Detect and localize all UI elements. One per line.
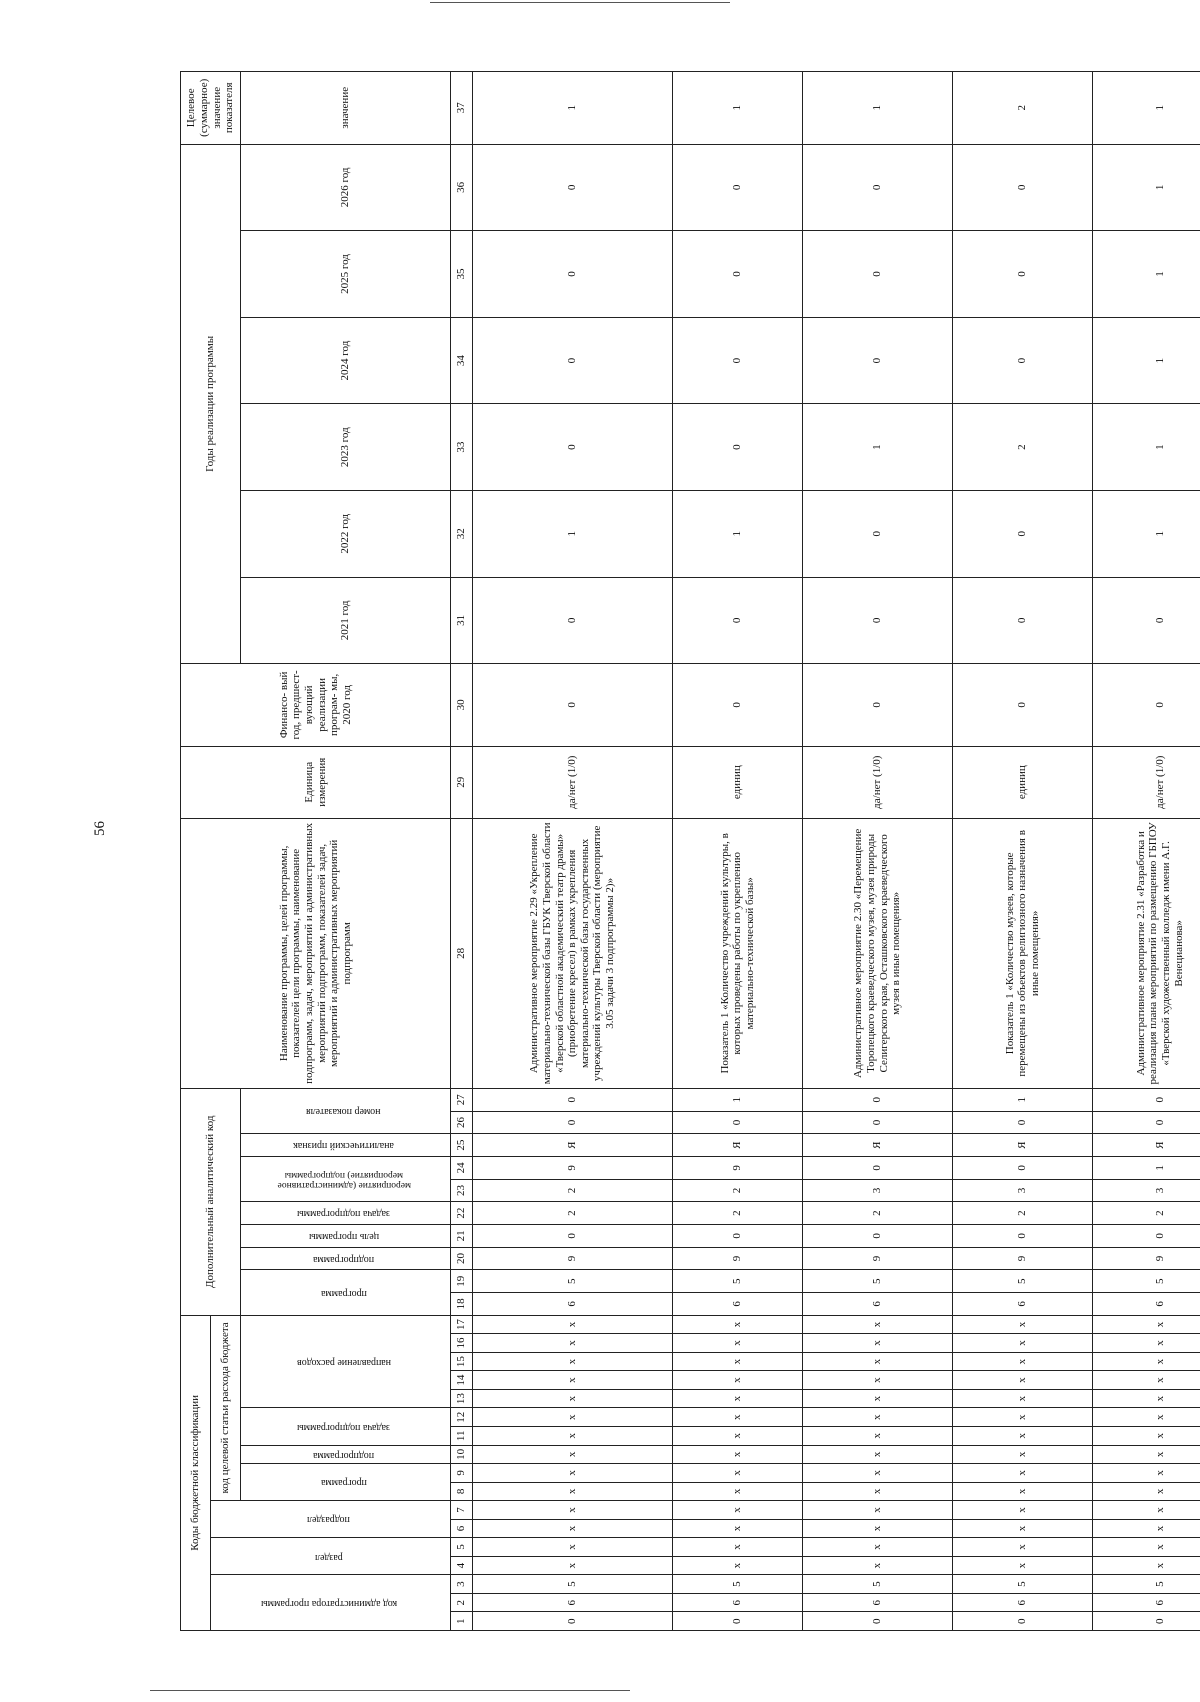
code-cell: х <box>1093 1501 1200 1520</box>
code-cell: х <box>1093 1334 1200 1353</box>
value-cell: 0 <box>1093 577 1200 664</box>
hdr-y2024: 2024 год <box>241 317 451 404</box>
table-row <box>803 72 953 1631</box>
code-cell: 5 <box>473 1575 673 1594</box>
hdr-indicator-number: номер показателя <box>306 1106 381 1118</box>
code-cell: х <box>953 1371 1093 1390</box>
column-number: 10 <box>451 1445 473 1464</box>
column-number: 24 <box>451 1156 473 1179</box>
code-cell: х <box>953 1352 1093 1371</box>
value-cell: 1 <box>1093 144 1200 231</box>
value-cell: 0 <box>953 231 1093 318</box>
hdr-subprogram-task2: задача подпрограммы <box>297 1208 391 1220</box>
column-number: 21 <box>451 1225 473 1248</box>
code-cell: 0 <box>473 1612 673 1631</box>
code-cell: Я <box>953 1134 1093 1157</box>
hdr-subprogram-task-cell <box>241 1408 451 1445</box>
code-cell: 1 <box>953 1088 1093 1111</box>
hdr-program-goal: цель программы <box>308 1231 379 1243</box>
column-number: 37 <box>451 72 473 145</box>
code-cell: х <box>803 1538 953 1557</box>
code-cell: 5 <box>803 1575 953 1594</box>
row-name: Административное мероприятие 2.31 «Разработка и реализация плана мероприятий по размещению ГБПОУ «Тверской художественный колледж имени А.Г. Венецианова» <box>1093 818 1200 1088</box>
value-cell: 2 <box>953 404 1093 491</box>
hdr-target-value: значение <box>241 72 451 145</box>
code-cell: 0 <box>1093 1225 1200 1248</box>
code-cell: 6 <box>673 1293 803 1316</box>
value-cell: 0 <box>803 317 953 404</box>
code-cell: х <box>473 1501 673 1520</box>
code-cell: х <box>473 1371 673 1390</box>
column-number: 11 <box>451 1426 473 1445</box>
code-cell: х <box>953 1556 1093 1575</box>
value-cell: 0 <box>673 404 803 491</box>
rotated-table-container <box>180 71 1185 1631</box>
column-number: 29 <box>451 746 473 818</box>
hdr-analytic-sign: аналитический признак <box>293 1140 395 1152</box>
hdr-subprogram-cell <box>241 1445 451 1464</box>
hdr-section-cell <box>211 1538 451 1575</box>
code-cell: 0 <box>673 1612 803 1631</box>
column-number: 35 <box>451 231 473 318</box>
hdr-y2023: 2023 год <box>241 404 451 491</box>
value-cell: 1 <box>473 490 673 577</box>
hdr-add-program: программа <box>320 1287 367 1299</box>
table-row <box>673 72 803 1631</box>
hdr-program-goal-cell <box>241 1225 451 1248</box>
table-row <box>1093 72 1200 1631</box>
code-cell: 5 <box>803 1270 953 1293</box>
column-number: 22 <box>451 1202 473 1225</box>
code-cell: 0 <box>673 1225 803 1248</box>
code-cell: х <box>953 1315 1093 1334</box>
code-cell: х <box>473 1334 673 1353</box>
code-cell: х <box>953 1482 1093 1501</box>
table-body <box>473 72 1200 1631</box>
column-number: 1 <box>451 1612 473 1631</box>
code-cell: х <box>803 1426 953 1445</box>
value-cell: 0 <box>473 664 673 746</box>
code-cell: х <box>953 1501 1093 1520</box>
row-unit: единиц <box>953 746 1093 818</box>
column-number-row <box>451 72 473 1631</box>
code-cell: х <box>953 1389 1093 1408</box>
code-cell: 0 <box>803 1225 953 1248</box>
column-number: 18 <box>451 1293 473 1316</box>
value-cell: 1 <box>1093 231 1200 318</box>
hdr-add-program-cell <box>241 1270 451 1315</box>
column-number: 6 <box>451 1519 473 1538</box>
hdr-y2022: 2022 год <box>241 490 451 577</box>
code-cell: 3 <box>953 1179 1093 1202</box>
column-number: 2 <box>451 1593 473 1612</box>
code-cell: х <box>473 1389 673 1408</box>
code-cell: х <box>1093 1556 1200 1575</box>
code-cell: 0 <box>953 1225 1093 1248</box>
column-number: 12 <box>451 1408 473 1427</box>
column-number: 16 <box>451 1334 473 1353</box>
code-cell: х <box>1093 1389 1200 1408</box>
hdr-fin-year: Финансо- вый год, предшест- вующий реализации програм- мы, 2020 год <box>181 664 451 746</box>
code-cell: 6 <box>803 1293 953 1316</box>
value-cell: 1 <box>473 72 673 145</box>
hdr-program-cell <box>241 1464 451 1501</box>
code-cell: 6 <box>803 1593 953 1612</box>
hdr-subsection: подраздел <box>307 1514 351 1526</box>
code-cell: х <box>803 1408 953 1427</box>
column-number: 25 <box>451 1134 473 1157</box>
value-cell: 0 <box>953 317 1093 404</box>
code-cell: х <box>473 1464 673 1483</box>
column-number: 30 <box>451 664 473 746</box>
code-cell: х <box>803 1315 953 1334</box>
code-cell: х <box>803 1371 953 1390</box>
code-cell: 0 <box>1093 1612 1200 1631</box>
column-number: 36 <box>451 144 473 231</box>
hdr-expense-direction-cell <box>241 1315 451 1408</box>
table-row <box>473 72 673 1631</box>
value-cell: 1 <box>803 72 953 145</box>
column-number: 13 <box>451 1389 473 1408</box>
code-cell: х <box>1093 1315 1200 1334</box>
column-number: 15 <box>451 1352 473 1371</box>
code-cell: 2 <box>673 1202 803 1225</box>
hdr-y2021: 2021 год <box>241 577 451 664</box>
code-cell: х <box>673 1482 803 1501</box>
code-cell: х <box>953 1408 1093 1427</box>
code-cell: 2 <box>673 1179 803 1202</box>
code-cell: 0 <box>803 1111 953 1134</box>
code-cell: х <box>473 1538 673 1557</box>
column-number: 14 <box>451 1371 473 1390</box>
code-cell: 5 <box>953 1270 1093 1293</box>
code-cell: 6 <box>473 1293 673 1316</box>
code-cell: 6 <box>953 1293 1093 1316</box>
value-cell: 0 <box>803 664 953 746</box>
value-cell: 1 <box>1093 490 1200 577</box>
column-number: 8 <box>451 1482 473 1501</box>
code-cell: х <box>1093 1371 1200 1390</box>
code-cell: х <box>473 1426 673 1445</box>
code-cell: х <box>473 1352 673 1371</box>
code-cell: х <box>953 1334 1093 1353</box>
column-number: 26 <box>451 1111 473 1134</box>
hdr-indicator-number-cell <box>241 1088 451 1133</box>
code-cell: х <box>673 1426 803 1445</box>
code-cell: х <box>803 1464 953 1483</box>
row-unit: да/нет (1/0) <box>473 746 673 818</box>
code-cell: 5 <box>473 1270 673 1293</box>
code-cell: 5 <box>953 1575 1093 1594</box>
value-cell: 1 <box>803 404 953 491</box>
value-cell: 0 <box>803 144 953 231</box>
column-number: 9 <box>451 1464 473 1483</box>
hdr-add-subprogram-cell <box>241 1247 451 1270</box>
code-cell: х <box>803 1519 953 1538</box>
hdr-admin-code: код администратора программы <box>260 1597 397 1609</box>
code-cell: 3 <box>1093 1179 1200 1202</box>
code-cell: х <box>673 1371 803 1390</box>
value-cell: 0 <box>673 317 803 404</box>
value-cell: 0 <box>473 144 673 231</box>
code-cell: х <box>953 1445 1093 1464</box>
page-number: 56 <box>92 821 108 836</box>
column-number: 31 <box>451 577 473 664</box>
code-cell: х <box>473 1519 673 1538</box>
column-number: 20 <box>451 1247 473 1270</box>
hdr-unit: Единица измерения <box>181 746 451 818</box>
hdr-analytic-sign-cell <box>241 1134 451 1157</box>
value-cell: 0 <box>803 231 953 318</box>
hdr-add-subprogram: подпрограмма <box>313 1253 375 1265</box>
row-name: Показатель 1 «Количество учреждений культуры, в которых проведены работы по укреплению материально-технической базы» <box>673 818 803 1088</box>
hdr-event: мероприятие (административное мероприятие) подпрограммы <box>276 1170 411 1191</box>
code-cell: х <box>473 1315 673 1334</box>
code-cell: 0 <box>953 1111 1093 1134</box>
code-cell: Я <box>673 1134 803 1157</box>
code-cell: х <box>803 1352 953 1371</box>
code-cell: 9 <box>673 1156 803 1179</box>
hdr-admin-code-cell <box>211 1575 451 1631</box>
code-cell: х <box>953 1464 1093 1483</box>
column-number: 34 <box>451 317 473 404</box>
code-cell: 1 <box>1093 1156 1200 1179</box>
value-cell: 0 <box>473 577 673 664</box>
code-cell: х <box>803 1445 953 1464</box>
code-cell: х <box>953 1519 1093 1538</box>
code-cell: 2 <box>803 1202 953 1225</box>
hdr-subprogram: подпрограмма <box>313 1449 375 1461</box>
row-name: Административное мероприятие 2.29 «Укрепление материально-технической базы ГБУК Тверской области «Тверской областной академический театр драмы» (приобретение кресел) в рамках укрепления материально-технической базы государственных учреждений культуры Тверской области (мероприятие 3.05 задачи 3 подпрограммы 2)» <box>473 818 673 1088</box>
row-name: Административное мероприятие 2.30 «Перемещение Торопецкого краеведческого музея, музея природы Селигерского края, Осташковского краеведческого музея в иные помещения» <box>803 818 953 1088</box>
code-cell: 5 <box>673 1575 803 1594</box>
value-cell: 0 <box>953 664 1093 746</box>
code-cell: 0 <box>1093 1111 1200 1134</box>
code-cell: х <box>673 1556 803 1575</box>
code-cell: х <box>473 1408 673 1427</box>
column-number: 17 <box>451 1315 473 1334</box>
code-cell: 0 <box>473 1088 673 1111</box>
hdr-budget-codes: Коды бюджетной классификации <box>181 1315 211 1630</box>
value-cell: 0 <box>803 577 953 664</box>
code-cell: 6 <box>953 1593 1093 1612</box>
code-cell: 9 <box>953 1247 1093 1270</box>
code-cell: х <box>673 1389 803 1408</box>
column-number: 19 <box>451 1270 473 1293</box>
code-cell: 0 <box>473 1225 673 1248</box>
code-cell: х <box>673 1519 803 1538</box>
code-cell: х <box>1093 1352 1200 1371</box>
code-cell: 6 <box>1093 1593 1200 1612</box>
code-cell: 0 <box>673 1111 803 1134</box>
code-cell: х <box>803 1389 953 1408</box>
value-cell: 0 <box>473 404 673 491</box>
hdr-subsection-cell <box>211 1501 451 1538</box>
value-cell: 0 <box>673 231 803 318</box>
column-number: 3 <box>451 1575 473 1594</box>
code-cell: 0 <box>473 1111 673 1134</box>
column-number: 5 <box>451 1538 473 1557</box>
hdr-y2025: 2025 год <box>241 231 451 318</box>
hdr-event-cell <box>241 1156 451 1201</box>
code-cell: х <box>1093 1408 1200 1427</box>
code-cell: х <box>673 1538 803 1557</box>
code-cell: 6 <box>673 1593 803 1612</box>
code-cell: 6 <box>1093 1293 1200 1316</box>
value-cell: 1 <box>1093 317 1200 404</box>
code-cell: Я <box>803 1134 953 1157</box>
code-cell: х <box>1093 1519 1200 1538</box>
hdr-section: раздел <box>314 1551 343 1563</box>
code-cell: х <box>473 1556 673 1575</box>
hdr-years-group: Годы реализации программы <box>181 144 241 664</box>
code-cell: 9 <box>473 1247 673 1270</box>
column-number: 23 <box>451 1179 473 1202</box>
code-cell: х <box>673 1352 803 1371</box>
code-cell: х <box>673 1464 803 1483</box>
column-number: 27 <box>451 1088 473 1111</box>
value-cell: 1 <box>673 72 803 145</box>
value-cell: 1 <box>1093 72 1200 145</box>
code-cell: х <box>673 1408 803 1427</box>
value-cell: 0 <box>673 577 803 664</box>
hdr-target-code: код целевой статьи расхода бюджета <box>211 1315 241 1500</box>
value-cell: 0 <box>953 577 1093 664</box>
code-cell: х <box>803 1501 953 1520</box>
hdr-subprogram-task: задача подпрограммы <box>297 1421 391 1433</box>
value-cell: 1 <box>1093 404 1200 491</box>
value-cell: 0 <box>1093 664 1200 746</box>
column-number: 32 <box>451 490 473 577</box>
row-unit: да/нет (1/0) <box>803 746 953 818</box>
code-cell: х <box>1093 1426 1200 1445</box>
column-number: 4 <box>451 1556 473 1575</box>
hdr-target-group: Целевое (суммарное) значение показателя <box>181 72 241 145</box>
code-cell: 0 <box>953 1612 1093 1631</box>
column-number: 33 <box>451 404 473 491</box>
value-cell: 0 <box>473 317 673 404</box>
code-cell: 0 <box>953 1156 1093 1179</box>
code-cell: х <box>953 1538 1093 1557</box>
value-cell: 0 <box>803 490 953 577</box>
column-number: 7 <box>451 1501 473 1520</box>
column-number: 28 <box>451 818 473 1088</box>
hdr-program: программа <box>320 1477 367 1489</box>
code-cell: х <box>673 1334 803 1353</box>
value-cell: 0 <box>673 144 803 231</box>
code-cell: 3 <box>803 1179 953 1202</box>
code-cell: 2 <box>953 1202 1093 1225</box>
code-cell: х <box>803 1556 953 1575</box>
hdr-name: Наименование программы, целей программы, показателей цели программы, наименование подпрограмм, задач, мероприятий и административных мероприятий подпрограмм, показателей задач, мероприятий и административных мероприятий подпрограмм <box>181 818 451 1088</box>
code-cell: 1 <box>673 1088 803 1111</box>
code-cell: 9 <box>473 1156 673 1179</box>
code-cell: 5 <box>673 1270 803 1293</box>
code-cell: 0 <box>803 1612 953 1631</box>
hdr-subprogram-task2-cell <box>241 1202 451 1225</box>
code-cell: Я <box>1093 1134 1200 1157</box>
value-cell: 2 <box>953 72 1093 145</box>
value-cell: 0 <box>953 144 1093 231</box>
code-cell: 5 <box>1093 1575 1200 1594</box>
code-cell: х <box>473 1482 673 1501</box>
code-cell: х <box>803 1482 953 1501</box>
code-cell: 0 <box>1093 1088 1200 1111</box>
row-unit: да/нет (1/0) <box>1093 746 1200 818</box>
code-cell: х <box>1093 1464 1200 1483</box>
code-cell: 0 <box>803 1156 953 1179</box>
row-unit: единиц <box>673 746 803 818</box>
code-cell: 9 <box>673 1247 803 1270</box>
table-row <box>953 72 1093 1631</box>
code-cell: х <box>953 1426 1093 1445</box>
value-cell: 0 <box>673 664 803 746</box>
code-cell: х <box>803 1334 953 1353</box>
code-cell: Я <box>473 1134 673 1157</box>
program-table <box>180 71 1200 1631</box>
code-cell: 9 <box>1093 1247 1200 1270</box>
value-cell: 1 <box>673 490 803 577</box>
code-cell: х <box>673 1315 803 1334</box>
code-cell: 2 <box>1093 1202 1200 1225</box>
code-cell: х <box>473 1445 673 1464</box>
hdr-y2026: 2026 год <box>241 144 451 231</box>
code-cell: х <box>673 1501 803 1520</box>
code-cell: 6 <box>473 1593 673 1612</box>
code-cell: 9 <box>803 1247 953 1270</box>
code-cell: х <box>673 1445 803 1464</box>
code-cell: 0 <box>803 1088 953 1111</box>
code-cell: 5 <box>1093 1270 1200 1293</box>
code-cell: х <box>1093 1482 1200 1501</box>
code-cell: х <box>1093 1538 1200 1557</box>
hdr-expense-direction: направление расходов <box>296 1356 391 1368</box>
row-name: Показатель 1 «Количество музеев, которые перемещены из объектов религиозного назначения в иные помещения» <box>953 818 1093 1088</box>
value-cell: 0 <box>953 490 1093 577</box>
code-cell: 2 <box>473 1202 673 1225</box>
value-cell: 0 <box>473 231 673 318</box>
code-cell: х <box>1093 1445 1200 1464</box>
code-cell: 2 <box>473 1179 673 1202</box>
hdr-additional-code: Дополнительный аналитический код <box>181 1088 241 1315</box>
